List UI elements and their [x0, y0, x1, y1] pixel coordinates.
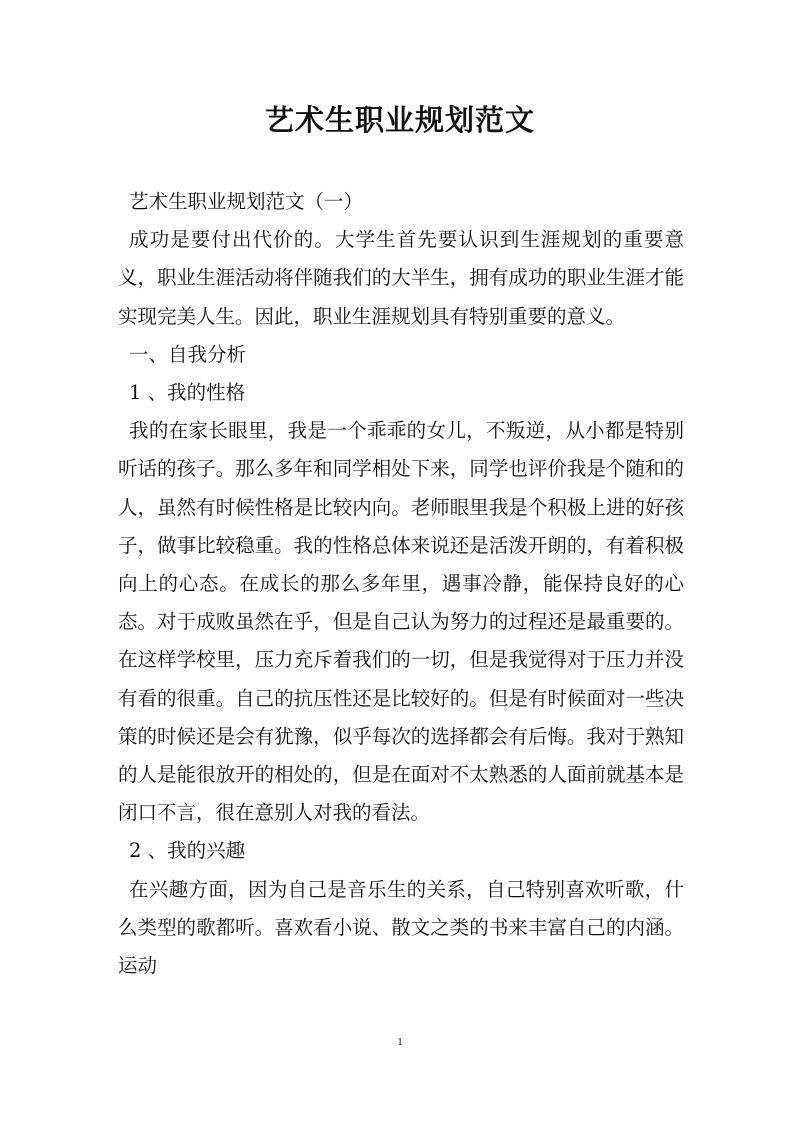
- intro-paragraph: 成功是要付出代价的。大学生首先要认识到生涯规划的重要意义，职业生涯活动将伴随我们的大半生，拥有成功的职业生涯才能实现完美人生。因此，职业生涯规划具有特别重要的意义。: [118, 228, 684, 328]
- page-number: 1: [397, 1036, 403, 1048]
- document-body: [118, 183, 684, 985]
- subtitle: 艺术生职业规划范文（一）: [129, 190, 364, 213]
- personality-paragraph: 我的在家长眼里，我是一个乖乖的女儿，不叛逆，从小都是特别听话的孩子。那么多年和同学相处下来，同学也评价我是个随和的人，虽然有时候性格是比较内向。老师眼里我是个积极上进的好孩子，做事比较稳重。我的性格总体来说还是活泼开朗的，有着积极向上的心态。在成长的那么多年里，遇事冷静，能保持良好的心态。对于成败虽然在乎，但是自己认为努力的过程还是最重要的。在这样学校里，压力充斥着我们的一切，但是我觉得对于压力并没有看的很重。自己的抗压性还是比较好的。但是有时候面对一些决策的时候还是会有犹豫，似乎每次的选择都会有后悔。我对于熟知的人是能很放开的相处的，但是在面对不太熟悉的人面前就基本是闭口不言，很在意别人对我的看法。: [118, 419, 684, 825]
- interests-paragraph: 在兴趣方面，因为自己是音乐生的关系，自己特别喜欢听歌，什么类型的歌都听。喜欢看小说、散文之类的书来丰富自己的内涵。运动: [118, 877, 684, 978]
- section-heading-self-analysis: 一、自我分析: [129, 342, 247, 366]
- subsection-heading-interests: 2 、我的兴趣: [129, 839, 246, 863]
- document-title: 艺术生职业规划范文: [264, 103, 535, 137]
- subsection-heading-personality: 1 、我的性格: [129, 381, 246, 405]
